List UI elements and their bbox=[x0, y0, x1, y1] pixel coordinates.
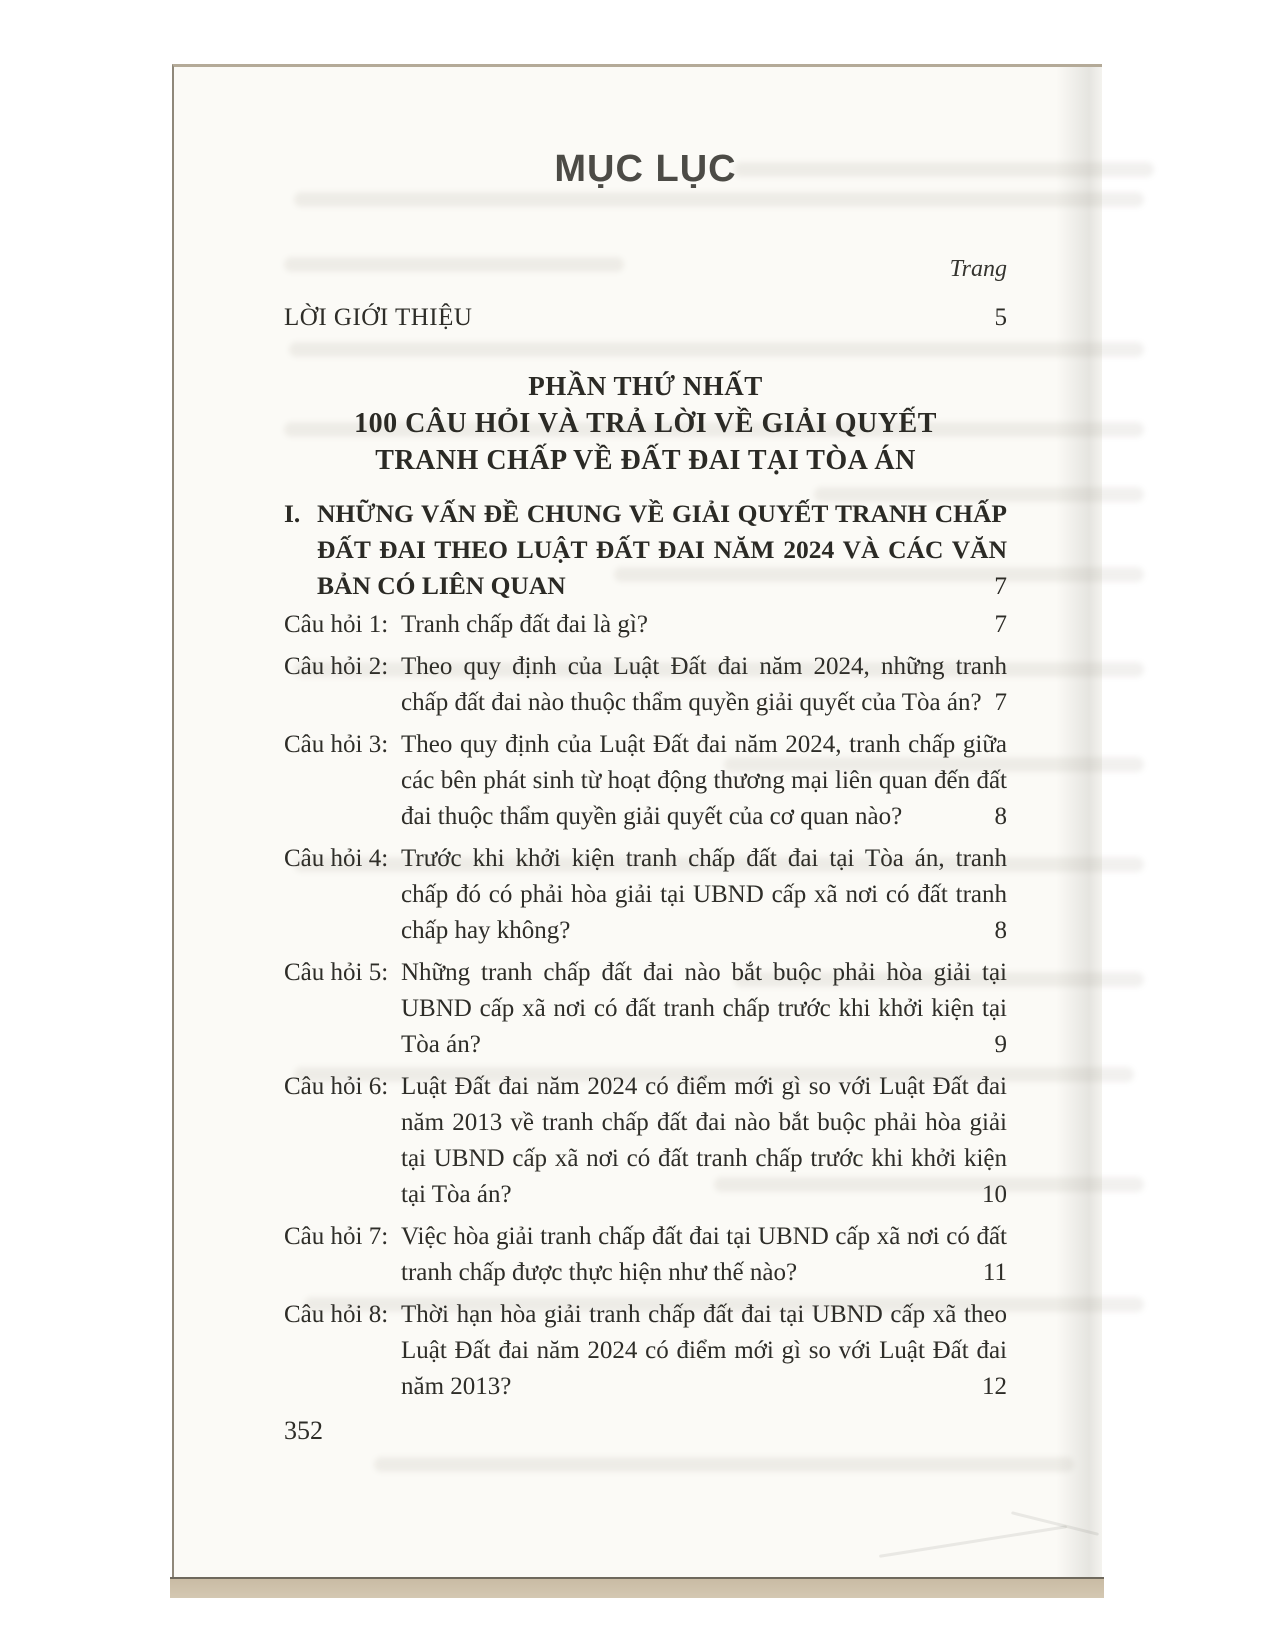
bleed-through-artifact bbox=[374, 1457, 1074, 1472]
toc-entry-page: 7 bbox=[994, 611, 1007, 638]
part-heading-block bbox=[284, 368, 1007, 479]
toc-entry-page: 9 bbox=[994, 1031, 1007, 1058]
toc-entry bbox=[284, 1297, 1007, 1405]
toc-entry-page: 12 bbox=[982, 1373, 1007, 1400]
toc-entry-text: Trước khi khởi kiện tranh chấp đất đai tại Tòa án, tranh chấp đó có phải hòa giải tại UBND cấp xã nơi có đất tranh chấp hay không? bbox=[401, 845, 1007, 944]
toc-entry-label: Câu hỏi 2: bbox=[284, 653, 389, 680]
toc-entry bbox=[284, 727, 1007, 835]
toc-entry bbox=[284, 1069, 1007, 1213]
toc-intro-label: LỜI GIỚI THIỆU bbox=[284, 304, 473, 331]
section-title: NHỮNG VẤN ĐỀ CHUNG VỀ GIẢI QUYẾT TRANH CHẤP ĐẤT ĐAI THEO LUẬT ĐẤT ĐAI NĂM 2024 VÀ CÁC VĂN BẢN CÓ LIÊN QUAN bbox=[317, 499, 1007, 600]
part-heading: PHẦN THỨ NHẤT bbox=[528, 371, 763, 401]
toc-entry-text: Theo quy định của Luật Đất đai năm 2024, những tranh chấp đất đai nào thuộc thẩm quyền giải quyết của Tòa án? bbox=[401, 653, 1007, 716]
toc-entry-text: Thời hạn hòa giải tranh chấp đất đai tại UBND cấp xã theo Luật Đất đai năm 2024 có điểm mới gì so với Luật Đất đai năm 2013? bbox=[401, 1301, 1007, 1400]
toc-entry-page: 10 bbox=[982, 1181, 1007, 1208]
toc-entry-label: Câu hỏi 4: bbox=[284, 845, 389, 872]
toc-entry-text: Những tranh chấp đất đai nào bắt buộc phải hòa giải tại UBND cấp xã nơi có đất tranh chấp trước khi khởi kiện tại Tòa án? bbox=[401, 959, 1007, 1058]
toc-entry bbox=[284, 955, 1007, 1063]
toc-entry-label: Câu hỏi 7: bbox=[284, 1223, 389, 1250]
section-numeral: I. bbox=[284, 499, 301, 528]
toc-entries bbox=[284, 607, 1007, 1405]
toc-entry bbox=[284, 841, 1007, 949]
toc-intro-page: 5 bbox=[994, 304, 1007, 331]
toc-entry-page: 7 bbox=[994, 689, 1007, 716]
page-title: MỤC LỤC bbox=[554, 148, 737, 190]
toc-entry-page: 8 bbox=[994, 803, 1007, 830]
book-page bbox=[172, 64, 1102, 1577]
toc-entry bbox=[284, 607, 1007, 643]
toc-entry-label: Câu hỏi 5: bbox=[284, 959, 389, 986]
part-subtitle-line2: TRANH CHẤP VỀ ĐẤT ĐAI TẠI TÒA ÁN bbox=[375, 445, 916, 476]
page-fold-crease bbox=[879, 1525, 1067, 1558]
part-subtitle-line1: 100 CÂU HỎI VÀ TRẢ LỜI VỀ GIẢI QUYẾT bbox=[354, 408, 937, 439]
toc-entry bbox=[284, 649, 1007, 721]
section-heading bbox=[284, 496, 1007, 604]
toc-entry-text: Tranh chấp đất đai là gì? bbox=[401, 611, 648, 638]
toc-entry-page: 11 bbox=[982, 1259, 1007, 1286]
toc-entry-label: Câu hỏi 8: bbox=[284, 1301, 389, 1328]
toc-entry-label: Câu hỏi 6: bbox=[284, 1073, 389, 1100]
toc-entry-page: 8 bbox=[994, 917, 1007, 944]
toc-entry-text: Theo quy định của Luật Đất đai năm 2024, tranh chấp giữa các bên phát sinh từ hoạt động thương mại liên quan đến đất đai thuộc thẩm quyền giải quyết của cơ quan nào? bbox=[401, 731, 1007, 830]
page-bottom-edge bbox=[170, 1577, 1104, 1598]
folio-page-number: 352 bbox=[284, 1416, 323, 1445]
page-column-header: Trang bbox=[949, 256, 1007, 282]
toc-content bbox=[174, 147, 1102, 1449]
toc-entry bbox=[284, 1219, 1007, 1291]
toc-entry-label: Câu hỏi 1: bbox=[284, 611, 389, 638]
toc-intro-row bbox=[284, 299, 1007, 336]
toc-entry-text: Luật Đất đai năm 2024 có điểm mới gì so với Luật Đất đai năm 2013 về tranh chấp đất đai nào bắt buộc phải hòa giải tại UBND cấp xã nơi có đất tranh chấp trước khi khởi kiện tại Tòa án? bbox=[401, 1073, 1007, 1208]
section-page-number: 7 bbox=[994, 571, 1007, 600]
toc-entry-text: Việc hòa giải tranh chấp đất đai tại UBND cấp xã nơi có đất tranh chấp được thực hiện như thế nào? bbox=[401, 1223, 1007, 1286]
toc-entry-label: Câu hỏi 3: bbox=[284, 731, 389, 758]
